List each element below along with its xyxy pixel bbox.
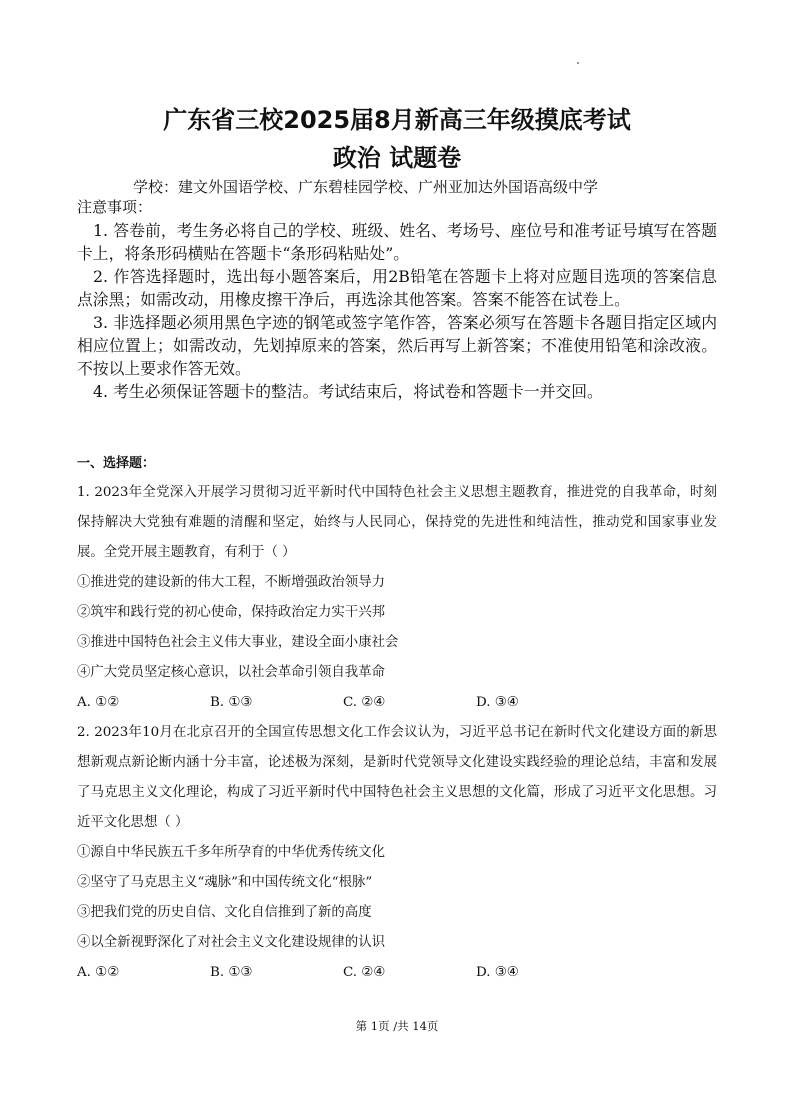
question-1 bbox=[77, 478, 717, 718]
answer-choices bbox=[77, 958, 717, 988]
choice-b: B. ①③ bbox=[210, 965, 253, 980]
statement-item: ④广大党员坚定核心意识，以社会革命引领自我革命 bbox=[77, 665, 385, 680]
choice-c: C. ②④ bbox=[343, 965, 386, 980]
exam-title: 广东省三校2025届8月新高三年级摸底考试 bbox=[163, 106, 631, 134]
section-heading: 一、选择题： bbox=[77, 456, 156, 471]
choice-b: B. ①③ bbox=[210, 695, 253, 710]
exam-subtitle: 政治 试题卷 bbox=[332, 144, 462, 172]
notice-item: 3. 非选择题必须用黑色字迹的钢笔或签字笔作答，答案必须写在答题卡各题目指定区域内相应位置上；如需改动，先划掉原来的答案，然后再写上新答案；不准使用铅笔和涂改液。不按以上要求作答无效。 bbox=[77, 313, 717, 378]
statement-item: ④以全新视野深化了对社会主义文化建设规律的认识 bbox=[77, 935, 385, 950]
choice-a: A. ①② bbox=[77, 695, 120, 710]
statement-item: ①源自中华民族五千多年所孕育的中华优秀传统文化 bbox=[77, 845, 385, 860]
question-stem: 1. 2023年全党深入开展学习贯彻习近平新时代中国特色社会主义思想主题教育，推进党的自我革命，时刻保持解决大党独有难题的清醒和坚定，始终与人民同心，保持党的先进性和纯洁性，推动党和国家事业发展。全党开展主题教育，有利于（ ） bbox=[77, 485, 717, 560]
statement-item: ③把我们党的历史自信、文化自信推到了新的高度 bbox=[77, 905, 372, 920]
notice-item: 2. 作答选择题时，选出每小题答案后，用2B铅笔在答题卡上将对应题目选项的答案信息点涂黑；如需改动，用橡皮擦干净后，再选涂其他答案。答案不能答在试卷上。 bbox=[77, 267, 717, 309]
notice-list bbox=[77, 219, 717, 403]
choice-c: C. ②④ bbox=[343, 695, 386, 710]
notice-item: 1. 答卷前，考生务必将自己的学校、班级、姓名、考场号、座位号和准考证号填写在答题卡上，将条形码横贴在答题卡“条形码粘贴处”。 bbox=[77, 221, 717, 263]
page-number: 第 1页 /共 14页 bbox=[355, 1019, 439, 1033]
schools-line: 学校：建文外国语学校、广东碧桂园学校、广州亚加达外国语高级中学 bbox=[133, 178, 599, 196]
notice-heading: 注意事项： bbox=[77, 198, 153, 216]
choice-d: D. ③④ bbox=[476, 965, 519, 980]
notice-item: 4. 考生必须保证答题卡的整洁。考试结束后，将试卷和答题卡一并交回。 bbox=[93, 382, 603, 401]
statement-item: ③推进中国特色社会主义伟大事业，建设全面小康社会 bbox=[77, 635, 399, 650]
statement-item: ①推进党的建设新的伟大工程，不断增强政治领导力 bbox=[77, 575, 385, 590]
choice-d: D. ③④ bbox=[476, 695, 519, 710]
question-2 bbox=[77, 718, 717, 988]
answer-choices bbox=[77, 688, 717, 718]
statement-item: ②坚守了马克思主义“魂脉”和中国传统文化“根脉” bbox=[77, 875, 373, 890]
choice-a: A. ①② bbox=[77, 965, 120, 980]
speck-mark bbox=[577, 62, 579, 64]
question-stem: 2. 2023年10月在北京召开的全国宣传思想文化工作会议认为，习近平总书记在新时代文化建设方面的新思想新观点新论断内涵十分丰富，论述极为深刻，是新时代党领导文化建设实践经验的理论总结，丰富和发展了马克思主义文化理论，构成了习近平新时代中国特色社会主义思想的文化篇，形成了习近平文化思想。习近平文化思想（ ） bbox=[77, 725, 717, 830]
statement-item: ②筑牢和践行党的初心使命，保持政治定力实干兴邦 bbox=[77, 605, 385, 620]
